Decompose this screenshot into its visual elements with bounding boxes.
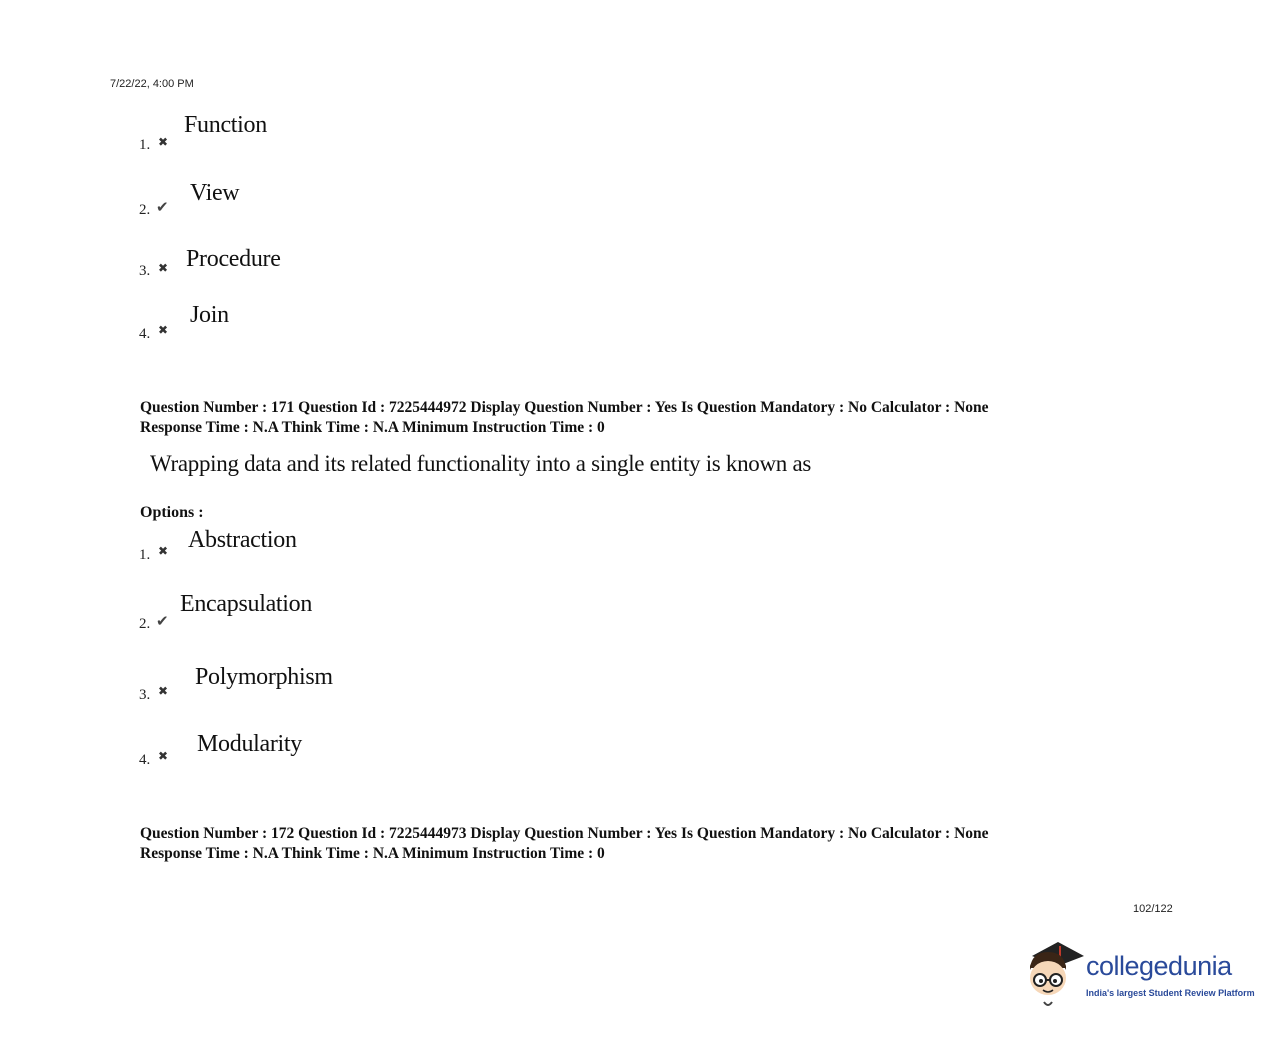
collegedunia-mascot-icon: [1024, 938, 1086, 1010]
option-number: 2.: [139, 202, 151, 218]
option-text: Modularity: [197, 731, 302, 757]
option-text: View: [190, 180, 240, 206]
meta-line-1: Question Number : 171 Question Id : 7225444972 Display Question Number : Yes Is Question Mandatory : No Calculator : None: [140, 399, 989, 416]
cross-icon: ✖: [158, 749, 169, 763]
meta-line-1: Question Number : 172 Question Id : 7225444973 Display Question Number : Yes Is Question Mandatory : No Calculator : None: [140, 825, 989, 842]
cross-icon: ✖: [158, 544, 169, 558]
cross-icon: ✖: [158, 323, 169, 337]
logo-wordmark: collegedunia: [1086, 951, 1232, 981]
question-172-meta: [140, 824, 989, 863]
check-icon: ✔: [156, 614, 169, 630]
option-text: Function: [184, 112, 267, 138]
option-number: 3.: [139, 263, 151, 279]
option-text: Polymorphism: [195, 664, 333, 690]
cross-icon: ✖: [158, 261, 169, 275]
cross-icon: ✖: [158, 684, 169, 698]
option-number: 4.: [139, 326, 151, 342]
meta-line-2: Response Time : N.A Think Time : N.A Minimum Instruction Time : 0: [140, 418, 605, 436]
option-text: Encapsulation: [180, 591, 313, 617]
option-text: Procedure: [186, 246, 281, 272]
check-icon: ✔: [156, 200, 169, 216]
question-171-meta: [140, 398, 989, 437]
option-number: 4.: [139, 752, 151, 768]
cross-icon: ✖: [158, 135, 169, 149]
option-text: Abstraction: [188, 527, 297, 553]
options-label: Options :: [140, 504, 204, 521]
logo-tagline: India's largest Student Review Platform: [1086, 988, 1255, 998]
option-number: 1.: [139, 547, 151, 563]
option-number: 2.: [139, 616, 151, 632]
print-timestamp: 7/22/22, 4:00 PM: [110, 78, 194, 90]
option-number: 1.: [139, 137, 151, 153]
option-text: Join: [190, 302, 229, 328]
page-number: 102/122: [1133, 903, 1173, 915]
option-number: 3.: [139, 687, 151, 703]
meta-line-2: Response Time : N.A Think Time : N.A Minimum Instruction Time : 0: [140, 844, 605, 862]
question-171-text: Wrapping data and its related functionality into a single entity is known as: [150, 451, 812, 476]
